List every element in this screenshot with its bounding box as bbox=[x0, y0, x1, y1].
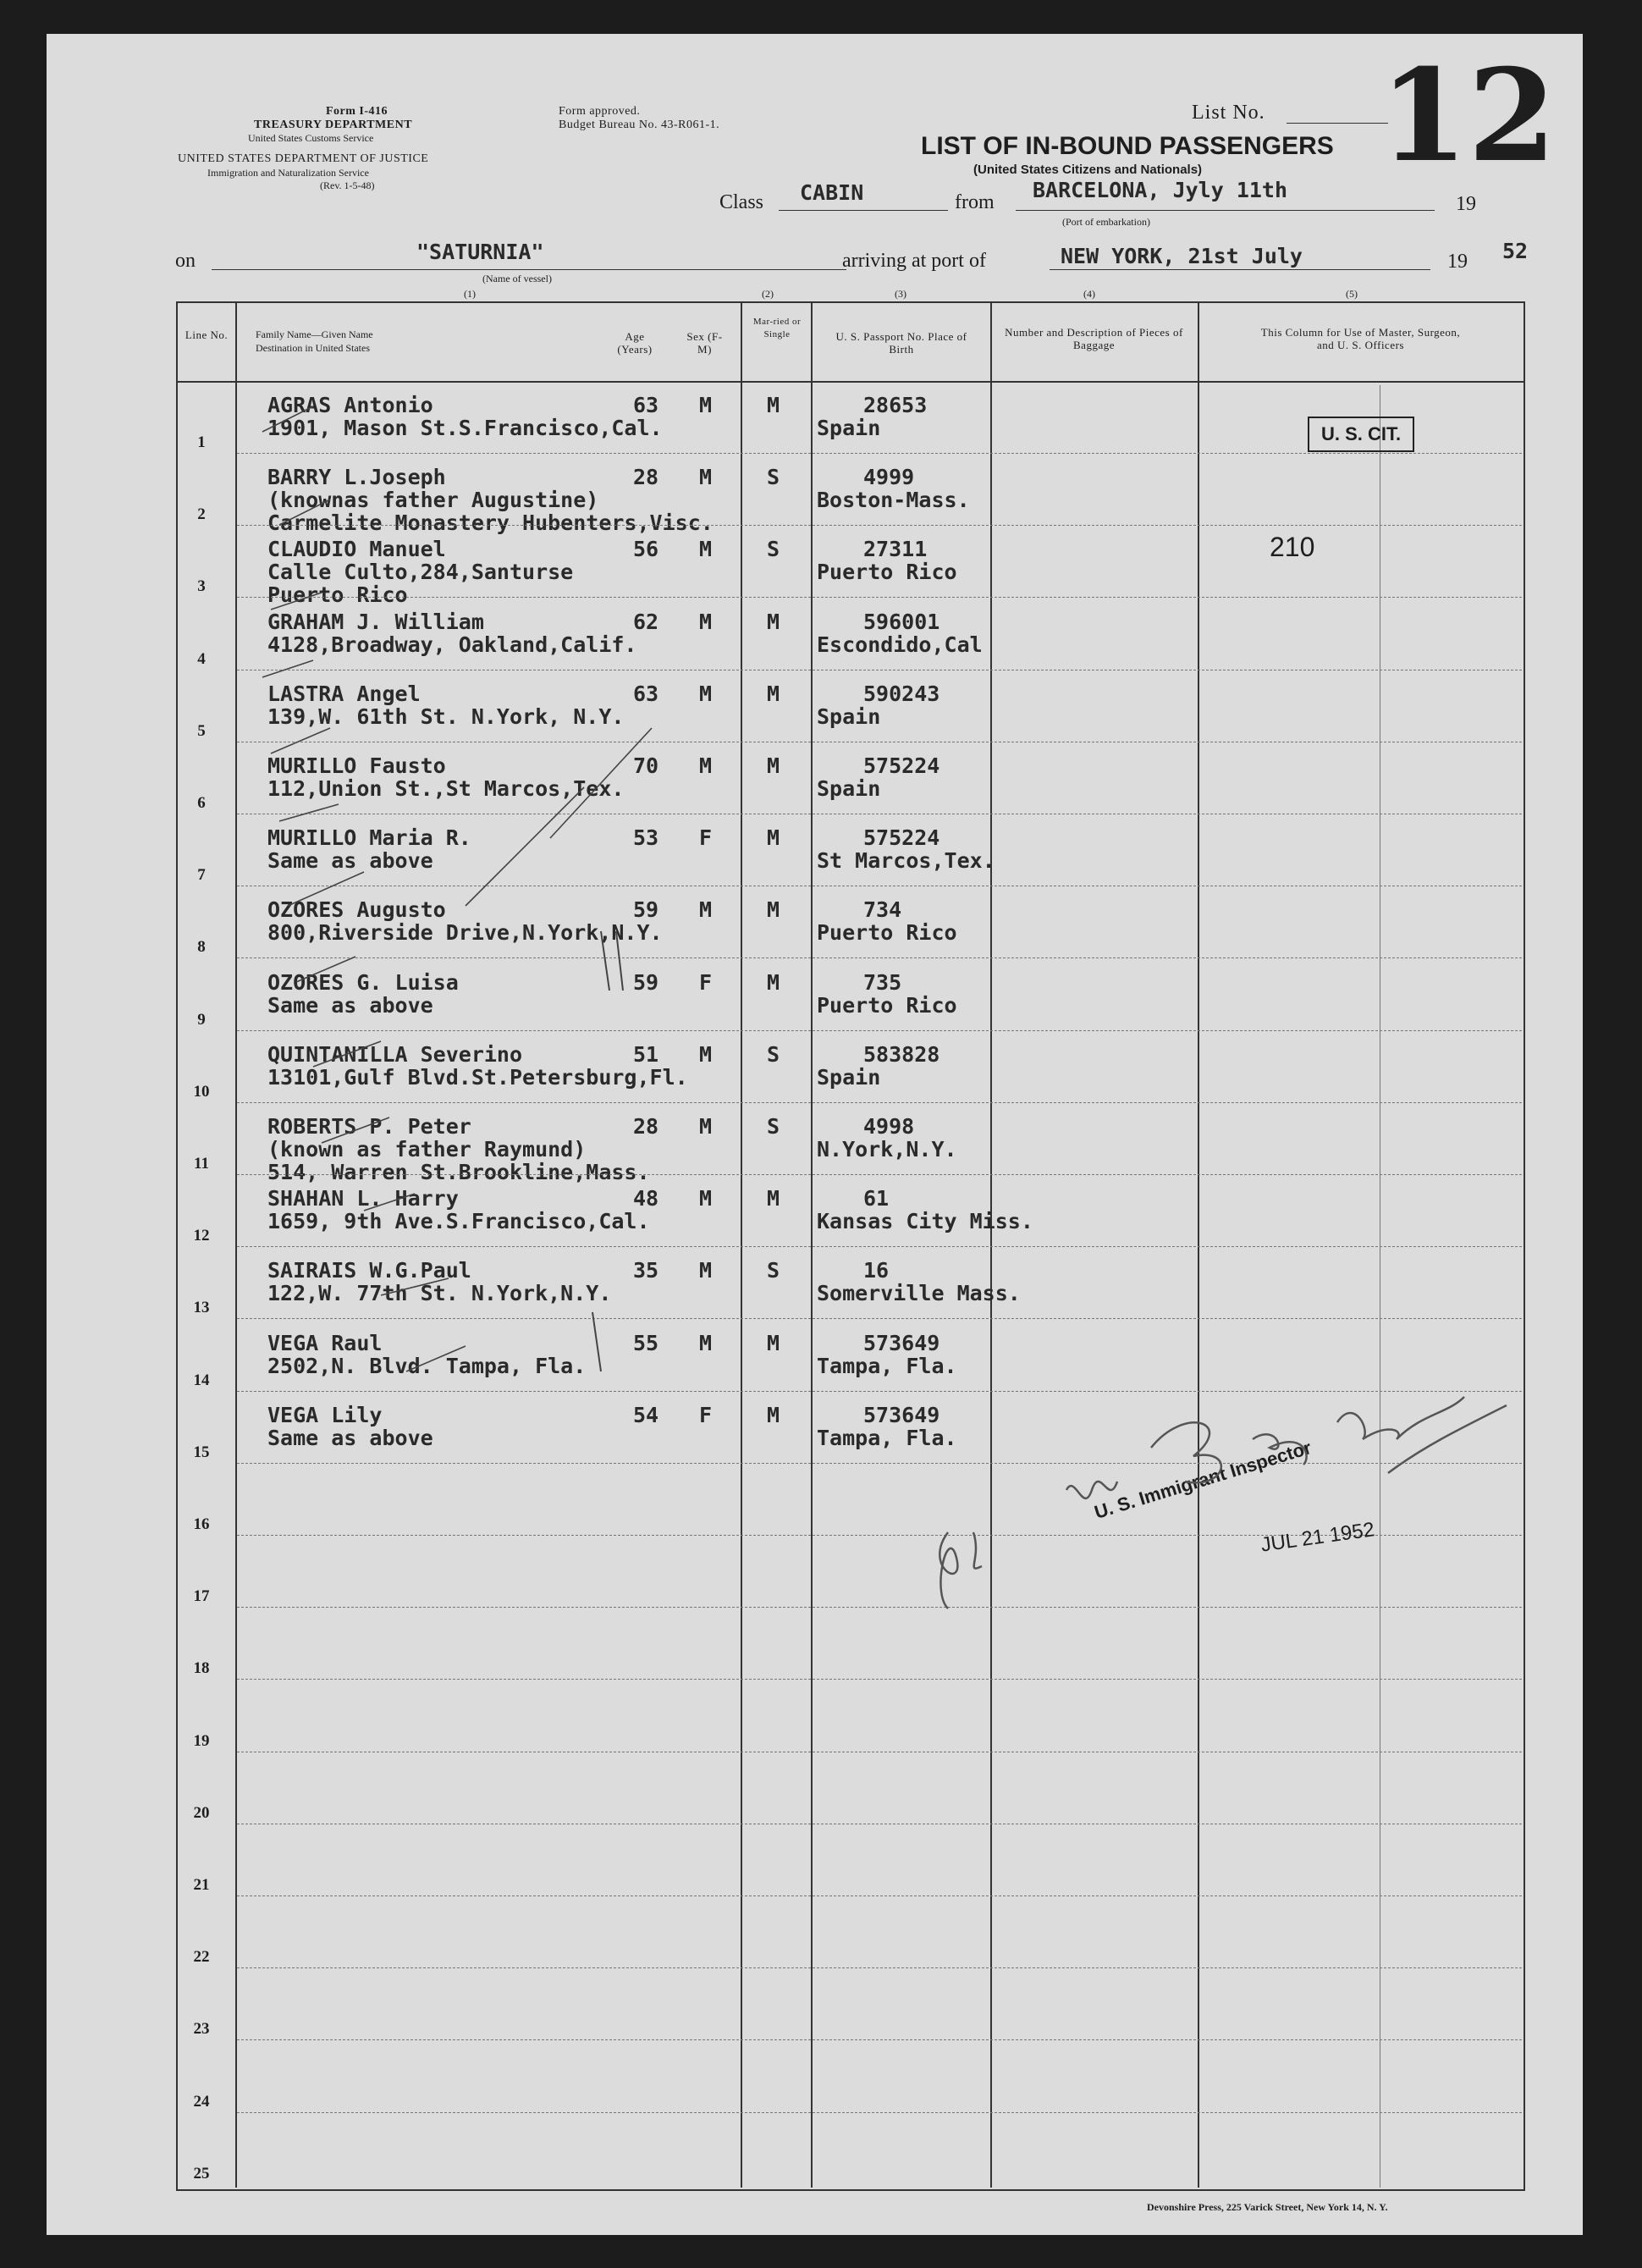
row-rule bbox=[237, 1679, 1522, 1680]
vessel-name: "SATURNIA" bbox=[416, 240, 544, 264]
line-number: 19 bbox=[193, 1731, 210, 1750]
passport-number: 27311 bbox=[863, 537, 928, 562]
col-divider bbox=[1198, 303, 1199, 2188]
passport-number: 4999 bbox=[863, 465, 915, 490]
budget-bureau: Budget Bureau No. 43-R061-1. bbox=[559, 119, 720, 131]
passenger-age: 28 bbox=[633, 465, 659, 490]
passenger-name: GRAHAM J. William bbox=[267, 609, 484, 634]
passenger-destination: 4128,Broadway, Oakland,Calif. bbox=[267, 632, 637, 657]
passenger-age: 48 bbox=[633, 1186, 659, 1211]
birth-place: St Marcos,Tex. bbox=[817, 848, 995, 874]
passenger-destination: Same as above bbox=[267, 992, 433, 1018]
line-number: 18 bbox=[193, 1659, 210, 1678]
passenger-name: SAIRAIS W.G.Paul bbox=[267, 1258, 471, 1283]
passport-number: 596001 bbox=[863, 609, 940, 634]
vessel-label: (Name of vessel) bbox=[482, 273, 552, 284]
date-stamp: JUL 21 1952 bbox=[1259, 1518, 1376, 1557]
list-title: LIST OF IN-BOUND PASSENGERS bbox=[921, 132, 1334, 160]
passenger-marital: M bbox=[767, 1330, 780, 1355]
passenger-sex: M bbox=[699, 897, 713, 923]
passenger-destination: (knownas father Augustine) bbox=[267, 488, 599, 513]
passenger-age: 59 bbox=[633, 969, 659, 995]
passenger-name: OZORES Augusto bbox=[267, 897, 446, 923]
passenger-destination: 2502,N. Blvd. Tampa, Fla. bbox=[267, 1353, 587, 1378]
birth-place: Kansas City Miss. bbox=[817, 1209, 1033, 1234]
passenger-destination: 800,Riverside Drive,N.York,N.Y. bbox=[267, 920, 663, 946]
birth-place: Puerto Rico bbox=[817, 992, 957, 1018]
birth-place: Somerville Mass. bbox=[817, 1281, 1021, 1306]
line-number: 4 bbox=[197, 649, 206, 668]
list-no-label: List No. bbox=[1192, 102, 1265, 124]
header-name: Family Name—Given Name bbox=[256, 328, 373, 340]
birth-place: Spain bbox=[817, 776, 881, 801]
passenger-destination-2: Carmelite Monastery Hubenters,Visc. bbox=[267, 510, 714, 536]
passenger-name: AGRAS Antonio bbox=[267, 393, 433, 417]
passenger-name: CLAUDIO Manuel bbox=[267, 537, 446, 562]
line-number: 17 bbox=[193, 1587, 210, 1606]
birth-place: Spain bbox=[817, 1064, 881, 1090]
header-age: Age (Years) bbox=[617, 330, 653, 356]
passenger-marital: M bbox=[767, 1186, 780, 1211]
passenger-destination: 122,W. 77th St. N.York,N.Y. bbox=[267, 1281, 612, 1306]
line-number: 11 bbox=[194, 1155, 209, 1173]
passenger-age: 63 bbox=[633, 393, 659, 417]
col-marker-5: (5) bbox=[1346, 288, 1358, 300]
passenger-sex: M bbox=[699, 393, 713, 417]
passenger-sex: M bbox=[699, 681, 713, 706]
line-number: 7 bbox=[197, 866, 206, 885]
line-number: 5 bbox=[197, 721, 206, 740]
birth-place: Tampa, Fla. bbox=[817, 1425, 957, 1450]
arrival-line bbox=[1050, 269, 1430, 270]
us-citizen-stamp: U. S. CIT. bbox=[1308, 417, 1414, 452]
passenger-marital: M bbox=[767, 681, 780, 706]
table-header-rule bbox=[176, 381, 1524, 383]
vessel-line bbox=[212, 269, 846, 270]
line-number: 2 bbox=[197, 505, 206, 524]
passenger-sex: M bbox=[699, 465, 713, 490]
passenger-name: BARRY L.Joseph bbox=[267, 465, 446, 490]
birth-place: Spain bbox=[817, 416, 881, 440]
list-subtitle: (United States Citizens and Nationals) bbox=[973, 163, 1203, 177]
dept-treasury: TREASURY DEPARTMENT bbox=[254, 119, 413, 131]
from-year-prefix: 19 bbox=[1456, 193, 1476, 215]
birth-place: Boston-Mass. bbox=[817, 488, 970, 513]
col-marker-1: (1) bbox=[464, 288, 476, 300]
line-number: 25 bbox=[193, 2164, 210, 2182]
passenger-destination: Same as above bbox=[267, 848, 433, 874]
passenger-marital: M bbox=[767, 969, 780, 995]
passenger-sex: M bbox=[699, 1186, 713, 1211]
dept-justice: UNITED STATES DEPARTMENT OF JUSTICE bbox=[178, 152, 429, 165]
passenger-marital: M bbox=[767, 825, 780, 851]
passenger-name: VEGA Raul bbox=[267, 1330, 383, 1355]
header-sex: Sex (F-M) bbox=[686, 330, 723, 356]
passenger-sex: F bbox=[699, 825, 713, 851]
passenger-marital: M bbox=[767, 753, 780, 778]
line-number: 24 bbox=[193, 2092, 210, 2111]
col-marker-4: (4) bbox=[1083, 288, 1095, 300]
passport-number: 61 bbox=[863, 1186, 890, 1211]
passenger-sex: M bbox=[699, 753, 713, 778]
form-number: Form I-416 bbox=[326, 105, 388, 118]
passenger-age: 51 bbox=[633, 1041, 659, 1067]
passenger-sex: M bbox=[699, 1041, 713, 1067]
passenger-age: 56 bbox=[633, 537, 659, 562]
class-label: Class bbox=[719, 191, 764, 213]
passenger-age: 59 bbox=[633, 897, 659, 923]
passenger-age: 70 bbox=[633, 753, 659, 778]
row-rule bbox=[237, 2112, 1522, 2113]
header-passport: U. S. Passport No. Place of Birth bbox=[835, 330, 967, 356]
passenger-age: 54 bbox=[633, 1402, 659, 1427]
passenger-destination: Calle Culto,284,Santurse bbox=[267, 560, 574, 585]
line-number: 23 bbox=[193, 2020, 210, 2039]
birth-place: Puerto Rico bbox=[817, 920, 957, 946]
dept-customs: United States Customs Service bbox=[248, 132, 374, 144]
passport-number: 575224 bbox=[863, 753, 940, 778]
header-married: Mar-ried or Single bbox=[752, 317, 802, 339]
passport-number: 590243 bbox=[863, 681, 940, 706]
passenger-age: 63 bbox=[633, 681, 659, 706]
class-line bbox=[779, 210, 948, 211]
passenger-marital: S bbox=[767, 1258, 780, 1283]
passenger-sex: F bbox=[699, 1402, 713, 1427]
passenger-marital: M bbox=[767, 609, 780, 634]
dept-immigration: Immigration and Naturalization Service bbox=[207, 167, 369, 179]
line-number: 10 bbox=[193, 1082, 210, 1101]
passport-number: 28653 bbox=[863, 393, 928, 417]
passenger-destination-2: 514, Warren St.Brookline,Mass. bbox=[267, 1160, 650, 1184]
inspector-signature bbox=[914, 1371, 1524, 1625]
from-line bbox=[1016, 210, 1435, 211]
line-number: 20 bbox=[193, 1803, 210, 1822]
class-value: CABIN bbox=[800, 180, 864, 205]
passenger-marital: M bbox=[767, 897, 780, 923]
line-number: 22 bbox=[193, 1948, 210, 1967]
passenger-age: 53 bbox=[633, 825, 659, 851]
birth-place: Escondido,Cal bbox=[817, 632, 983, 657]
passport-number: 734 bbox=[863, 897, 902, 923]
passenger-sex: M bbox=[699, 609, 713, 634]
printer-line: Devonshire Press, 225 Varick Street, New York 14, N. Y. bbox=[1147, 2201, 1388, 2213]
list-no-line bbox=[1287, 123, 1388, 124]
passenger-marital: S bbox=[767, 1114, 780, 1139]
line-number: 9 bbox=[197, 1010, 206, 1029]
line-number: 16 bbox=[193, 1515, 210, 1533]
passenger-name: QUINTANILLA Severino bbox=[267, 1041, 523, 1067]
form-revision: (Rev. 1-5-48) bbox=[320, 179, 375, 191]
passenger-sex: M bbox=[699, 1258, 713, 1283]
pen-check-marks bbox=[195, 398, 787, 1397]
line-number: 6 bbox=[197, 794, 206, 812]
passenger-marital: S bbox=[767, 1041, 780, 1067]
arriving-label: arriving at port of bbox=[842, 250, 986, 272]
passenger-destination: (known as father Raymund) bbox=[267, 1137, 587, 1162]
on-label: on bbox=[175, 250, 196, 272]
header-destination: Destination in United States bbox=[256, 342, 370, 354]
line-number: 12 bbox=[193, 1227, 210, 1245]
passenger-marital: M bbox=[767, 393, 780, 417]
col-divider bbox=[811, 303, 813, 2188]
birth-place: N.York,N.Y. bbox=[817, 1137, 957, 1162]
passenger-marital: M bbox=[767, 1402, 780, 1427]
line-number: 15 bbox=[193, 1443, 210, 1461]
list-number: 12 bbox=[1380, 41, 1557, 190]
line-number: 8 bbox=[197, 938, 206, 957]
arrival-port: NEW YORK, 21st July bbox=[1061, 244, 1303, 268]
col-marker-3: (3) bbox=[895, 288, 906, 300]
passenger-marital: S bbox=[767, 537, 780, 562]
col-divider bbox=[990, 303, 992, 2188]
birth-place: Tampa, Fla. bbox=[817, 1353, 957, 1378]
passenger-name: SHAHAN L. Harry bbox=[267, 1186, 459, 1211]
passenger-destination-2: Puerto Rico bbox=[267, 582, 408, 608]
passenger-sex: F bbox=[699, 969, 713, 995]
passenger-sex: M bbox=[699, 1114, 713, 1139]
passenger-name: MURILLO Maria R. bbox=[267, 825, 471, 851]
header-officers: This Column for Use of Master, Surgeon, and U. S. Officers bbox=[1260, 326, 1461, 351]
row-rule bbox=[237, 1967, 1522, 1968]
passport-number: 573649 bbox=[863, 1330, 940, 1355]
row-rule bbox=[237, 2039, 1522, 2040]
passenger-sex: M bbox=[699, 1330, 713, 1355]
handwritten-210: 210 bbox=[1270, 532, 1315, 562]
passenger-name: OZORES G. Luisa bbox=[267, 969, 459, 995]
line-number: 3 bbox=[197, 577, 206, 596]
passenger-name: ROBERTS P. Peter bbox=[267, 1114, 471, 1139]
from-value: BARCELONA, Jyly 11th bbox=[1033, 178, 1288, 202]
passenger-age: 28 bbox=[633, 1114, 659, 1139]
line-number: 14 bbox=[193, 1371, 210, 1389]
col-marker-2: (2) bbox=[762, 288, 774, 300]
line-number: 1 bbox=[197, 433, 206, 451]
passenger-age: 35 bbox=[633, 1258, 659, 1283]
line-number: 13 bbox=[193, 1299, 210, 1317]
passenger-destination: Same as above bbox=[267, 1425, 433, 1450]
header-line-no: Line No. bbox=[185, 328, 229, 341]
passport-number: 575224 bbox=[863, 825, 940, 851]
passport-number: 16 bbox=[863, 1258, 890, 1283]
passenger-sex: M bbox=[699, 537, 713, 562]
from-label: from bbox=[955, 191, 995, 213]
arrival-year-prefix: 19 bbox=[1447, 251, 1468, 273]
passenger-destination: 1659, 9th Ave.S.Francisco,Cal. bbox=[267, 1209, 650, 1234]
passport-number: 573649 bbox=[863, 1402, 940, 1427]
arrival-year: 52 bbox=[1502, 239, 1529, 263]
port-embark-label: (Port of embarkation) bbox=[1062, 216, 1150, 228]
inspector-stamp: U. S. Immigrant Inspector bbox=[1092, 1437, 1314, 1523]
header-baggage: Number and Description of Pieces of Baggage bbox=[1005, 326, 1183, 351]
passport-number: 583828 bbox=[863, 1041, 940, 1067]
passenger-destination: 13101,Gulf Blvd.St.Petersburg,Fl. bbox=[267, 1064, 688, 1090]
passenger-name: LASTRA Angel bbox=[267, 681, 421, 706]
passenger-name: VEGA Lily bbox=[267, 1402, 383, 1427]
passenger-destination: 1901, Mason St.S.Francisco,Cal. bbox=[267, 416, 663, 440]
passport-number: 735 bbox=[863, 969, 902, 995]
passenger-age: 55 bbox=[633, 1330, 659, 1355]
passenger-age: 62 bbox=[633, 609, 659, 634]
form-approved: Form approved. bbox=[559, 105, 641, 118]
passenger-marital: S bbox=[767, 465, 780, 490]
passport-number: 4998 bbox=[863, 1114, 915, 1139]
passenger-destination: 139,W. 61th St. N.York, N.Y. bbox=[267, 704, 625, 729]
birth-place: Spain bbox=[817, 704, 881, 729]
passenger-name: MURILLO Fausto bbox=[267, 753, 446, 778]
passenger-destination: 112,Union St.,St Marcos,Tex. bbox=[267, 776, 625, 801]
birth-place: Puerto Rico bbox=[817, 560, 957, 585]
line-number: 21 bbox=[193, 1876, 210, 1894]
